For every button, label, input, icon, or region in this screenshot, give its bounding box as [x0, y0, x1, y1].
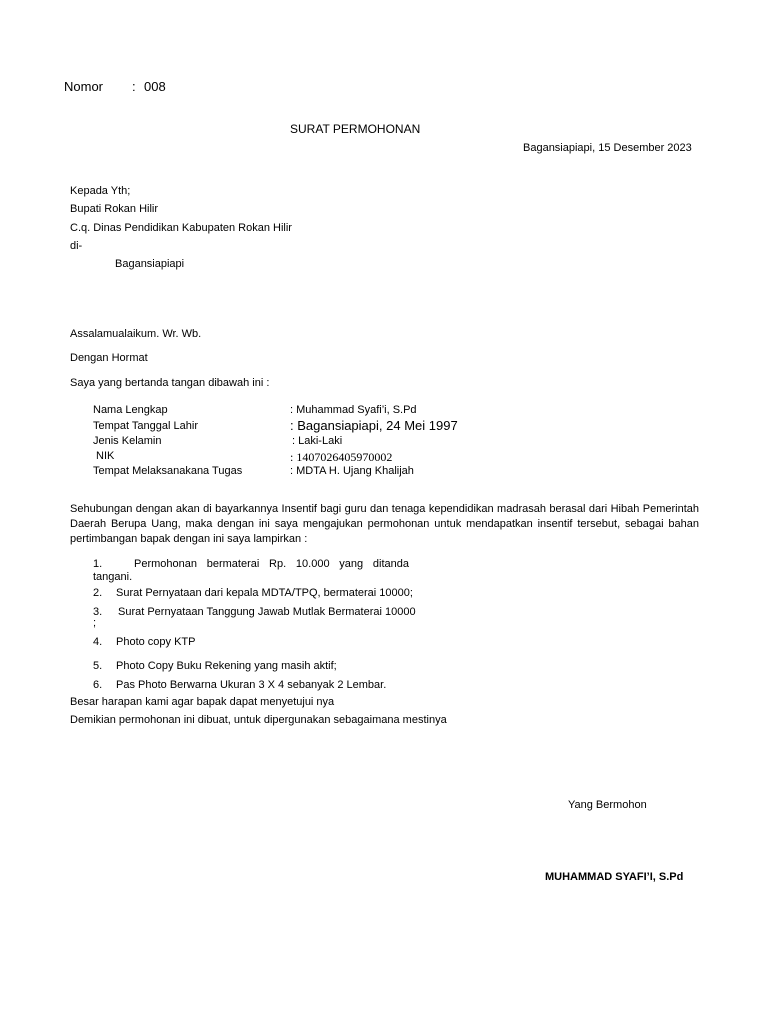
attachment-text: Photo Copy Buku Rekening yang masih aktif; [116, 660, 337, 672]
identity-label-nik: NIK [96, 450, 115, 462]
recipient-line: Bupati Rokan Hilir [70, 203, 159, 215]
identity-label-birth: Tempat Tanggal Lahir [93, 420, 198, 432]
intro-text: Saya yang bertanda tangan dibawah ini : [70, 377, 270, 389]
recipient-line: C.q. Dinas Pendidikan Kabupaten Rokan Hilir [70, 222, 292, 234]
identity-value-name: : Muhammad Syafi’i, S.Pd [290, 404, 417, 416]
attachment-number: 5. [93, 660, 103, 672]
body-paragraph: Sehubungan dengan akan di bayarkannya Insentif bagi guru dan tenaga kependidikan madrasah berasal dari Hibah Pemerintah Daerah Berupa Uang, maka dengan ini saya mengajukan permohonan untuk mendapatkan insentif tersebut, sebagai bahan pertimbangan bapak dengan ini saya lampirkan : [70, 503, 699, 545]
attachment-text: Surat Pernyataan Tanggung Jawab Mutlak Bermaterai 10000 [118, 606, 416, 618]
closing-statement: Demikian permohonan ini dibuat, untuk dipergunakan sebagaimana mestinya [70, 714, 447, 726]
attachment-number: 4. [93, 636, 103, 648]
identity-value-task: : MDTA H. Ujang Khalijah [290, 465, 414, 477]
document-title: SURAT PERMOHONAN [290, 122, 421, 136]
identity-value-nik: : 1407026405970002 [290, 450, 393, 464]
nomor-separator: : [132, 79, 136, 94]
attachment-text: Photo copy KTP [116, 636, 196, 648]
attachment-number: 1. [93, 558, 103, 570]
closing-hope: Besar harapan kami agar bapak dapat menyetujui nya [70, 696, 335, 708]
identity-label-gender: Jenis Kelamin [93, 435, 162, 447]
salam: Assalamualaikum. Wr. Wb. [70, 328, 202, 340]
attachment-text: Surat Pernyataan dari kepala MDTA/TPQ, bermaterai 10000; [116, 587, 413, 599]
nomor-value: 008 [144, 79, 166, 94]
identity-label-task: Tempat Melaksanakana Tugas [93, 465, 243, 477]
attachment-text-line: Permohonan bermaterai Rp. 10.000 yang ditanda [134, 558, 409, 570]
identity-label-name: Nama Lengkap [93, 404, 168, 416]
signatory-name: MUHAMMAD SYAFI’I, S.Pd [545, 871, 684, 883]
attachment-text [93, 558, 409, 584]
attachment-text-line: tangani. [93, 571, 133, 583]
nomor-label: Nomor [64, 79, 104, 94]
attachment-number: 3. [93, 606, 103, 618]
attachment-number: 2. [93, 587, 103, 599]
attachment-number: 6. [93, 679, 103, 691]
identity-value-birth: : Bagansiapiapi, 24 Mei 1997 [290, 418, 458, 433]
identity-value-gender: : Laki-Laki [292, 435, 343, 447]
signature-label: Yang Bermohon [568, 799, 647, 811]
attachment-text: Pas Photo Berwarna Ukuran 3 X 4 sebanyak 2 Lembar. [116, 679, 387, 691]
place-date: Bagansiapiapi, 15 Desember 2023 [523, 142, 692, 154]
attachment-text-tail: ; [93, 617, 97, 629]
greeting: Dengan Hormat [70, 352, 148, 364]
recipient-line: Kepada Yth; [70, 185, 131, 197]
recipient-line: di- [70, 240, 83, 252]
recipient-city: Bagansiapiapi [115, 258, 185, 270]
